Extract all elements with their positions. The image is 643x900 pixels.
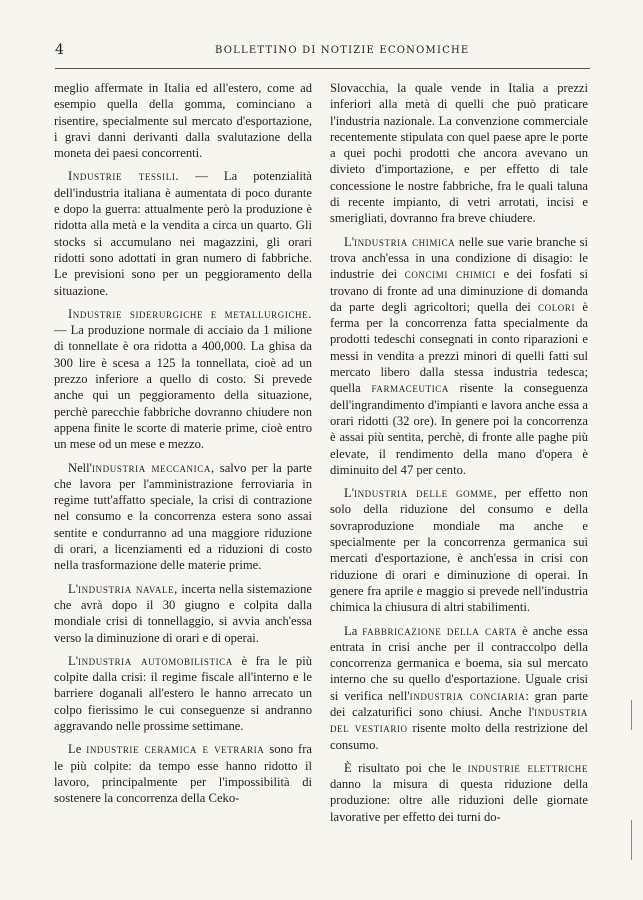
paragraph-industria-chimica (330, 234, 588, 478)
section-heading: industria automobilistica (77, 653, 233, 668)
section-heading: colori (538, 299, 576, 314)
paragraph-lead: L' (344, 486, 354, 501)
running-title: BOLLETTINO DI NOTIZIE ECONOMICHE (215, 45, 470, 56)
section-heading: industria meccanica, (91, 460, 215, 475)
section-heading: industria navale, (77, 581, 178, 596)
section-heading: Industrie siderurgiche e metallurgiche. (68, 306, 312, 321)
paragraph-industrie-siderurgiche (54, 306, 312, 453)
paragraph-text: per effetto non solo della riduzione del consumo e della sovraproduzione mondiale ma anche e specialmente per la concorrenza germanica sui mercati d'esportazione, è anch'essa in crisi con riduzione di orari e diminuzione di operai. In genere fra aprile e maggio si prevede nell'industria chimica la chiusura di altri stabilimenti. (330, 486, 588, 615)
paragraph-gomma (54, 80, 312, 161)
paragraph-text: risente molto della restrizione del consumo. (330, 721, 588, 752)
paragraph-text: Slovacchia, la quale vende in Italia a prezzi inferiori alla metà di quelli che può praticare l'industria nazionale. La convenzione commerciale recentemente stipulata con quel paese apre le porte a quei pochi prodotti che ancora avevano un divieto d'importazione, e per effetto di tale concessione le nostre fabbriche, fra le quali taluna di recente impianto, di vetri arrotati, incisi e smerigliati, dovranno fra breve chiudere. (330, 81, 588, 226)
paragraph-slovacchia (330, 80, 588, 227)
paragraph-lead: Nell' (68, 460, 92, 475)
paragraph-lead: La (344, 623, 363, 638)
paragraph-lead: L' (68, 581, 78, 596)
scan-mark (631, 820, 632, 860)
section-heading: industrie ceramica e vetraria (86, 742, 265, 757)
section-heading: industria del vestiario (330, 704, 588, 736)
paragraph-text: e dei fosfati si trovano di fronte ad una diminuzione di domanda da parte degli agricoltori; quella dei (330, 267, 588, 314)
section-heading: industria delle gomme, (353, 486, 498, 501)
paragraph-industrie-ceramica-vetraria (54, 741, 312, 806)
paragraph-industrie-tessili (54, 168, 312, 298)
paragraph-industria-navale (54, 581, 312, 646)
paragraph-industria-meccanica (54, 460, 312, 574)
paragraph-lead: L' (68, 653, 78, 668)
section-heading: fabbricazione della carta (362, 623, 518, 638)
section-heading: industrie elettriche (467, 760, 588, 775)
header-rule (55, 68, 590, 69)
paragraph-text: è ferma per la concorrenza fatta specialmente da prodotti tedeschi consegnati in conto riparazioni e messi in vendita a prezzi minori di quelli fatti sul mercato libero dalla stessa industria tedesca; quella (330, 299, 588, 396)
paragraph-fabbricazione-carta (330, 623, 588, 753)
paragraph-lead: L' (344, 234, 354, 249)
paragraph-text: incerta nella sistemazione che avrà dopo il 30 giugno e colpita dalla mondiale crisi di tonnellaggio, si avvia anch'essa verso la diminuzione di orari e di operai. (54, 581, 312, 645)
paragraph-text: : gran parte dei calzaturifici sono chiusi. Anche l' (330, 688, 588, 719)
scan-mark (631, 700, 632, 730)
page-header (55, 42, 590, 62)
section-heading: industria conciaria (409, 688, 526, 703)
section-heading: industria chimica (353, 234, 456, 249)
paragraph-text: — La produzione normale di acciaio da 1 milione di tonnellate è ora ridotta a 400,000. La ghisa da 300 lire è scesa a 125 la tonnellata, cioè ad un prezzo inferiore a quello di costo. Si prevede anche qui un peggioramento della situazione, perchè parecchie fabbriche dovranno chiudere non appena finite le scorte di materie prime, cioè entro un mese od un mese e mezzo. (54, 323, 312, 452)
paragraph-text: danno la misura di questa riduzione della produzione: oltre alle riduzioni delle giornate lavorative per effetto dei turni do- (330, 777, 588, 824)
paragraph-lead: Le (68, 742, 87, 757)
section-heading: Industrie tessili. (68, 169, 180, 184)
paragraph-text: è fra le più colpite dalla crisi: il regime fiscale all'interno e le barriere doganali all'estero le hanno arrecato un colpo fierissimo le cui conseguenze si andranno aggravando nelle prossime settimane. (54, 653, 312, 733)
paragraph-text: nelle sue varie branche si trova anch'essa in una condizione di disagio: le industrie dei (330, 234, 588, 282)
paragraph-text: — La potenzialità dell'industria italiana è aumentata di poco durante e dopo la guerra: attualmente però la produzione è ridotta alla metà e la vendita a circa un quarto. Gli stocks si accumulano nei magazzini, gli orari ridotti sono adottati in gran numero di fabbriche. Le previsioni sono per un peggioramento della situazione. (54, 169, 312, 298)
paragraph-lead: È risultato poi che le (344, 760, 468, 775)
section-heading: farmaceutica (371, 381, 449, 396)
paragraph-text: è anche essa entrata in crisi anche per il contraccolpo della concorrenza germanica e boema, sia sul mercato interno che su quello d'esportazione. Uguale crisi si verifica nell' (330, 623, 588, 703)
right-column (330, 80, 588, 832)
paragraph-industrie-elettriche (330, 760, 588, 825)
paragraph-text: meglio affermate in Italia ed all'estero, come ad esempio quella della gomma, cominciano a risentire, specialmente sul mercato d'esportazione, i gravi danni derivanti dalla svalutazione della moneta dei paesi concorrenti. (54, 81, 312, 161)
paragraph-text: sono fra le più colpite: da tempo esse hanno ridotto il lavoro, principalmente per l'impossibilità di sostenere la concorrenza della Ceko- (54, 742, 313, 806)
paragraph-text: salvo per la parte che lavora per l'amministrazione ferroviaria in regime tutt'affatto speciale, la crisi di contrazione nel consumo e la concorrenza estera sono assai sentite e condurranno ad una maggiore riduzione di orari, a licenziamenti ed a riduzioni di costo nella trasformazione delle materie prime. (54, 460, 312, 573)
paragraph-industria-gomme (330, 485, 588, 615)
section-heading: concimi chimici (404, 267, 496, 282)
paragraph-text: risente la conseguenza dell'ingrandimento d'impianti e lavora anche essa a orari ridotti (32 ore). In genere poi la concorrenza è assai più sentita, perchè, di fronte alle paghe più elevate, il rendimento della mano d'opera è diminuito del 47 per cento. (330, 381, 589, 477)
paragraph-industria-automobilistica (54, 653, 312, 734)
left-column (54, 80, 312, 813)
page-number: 4 (55, 42, 64, 58)
